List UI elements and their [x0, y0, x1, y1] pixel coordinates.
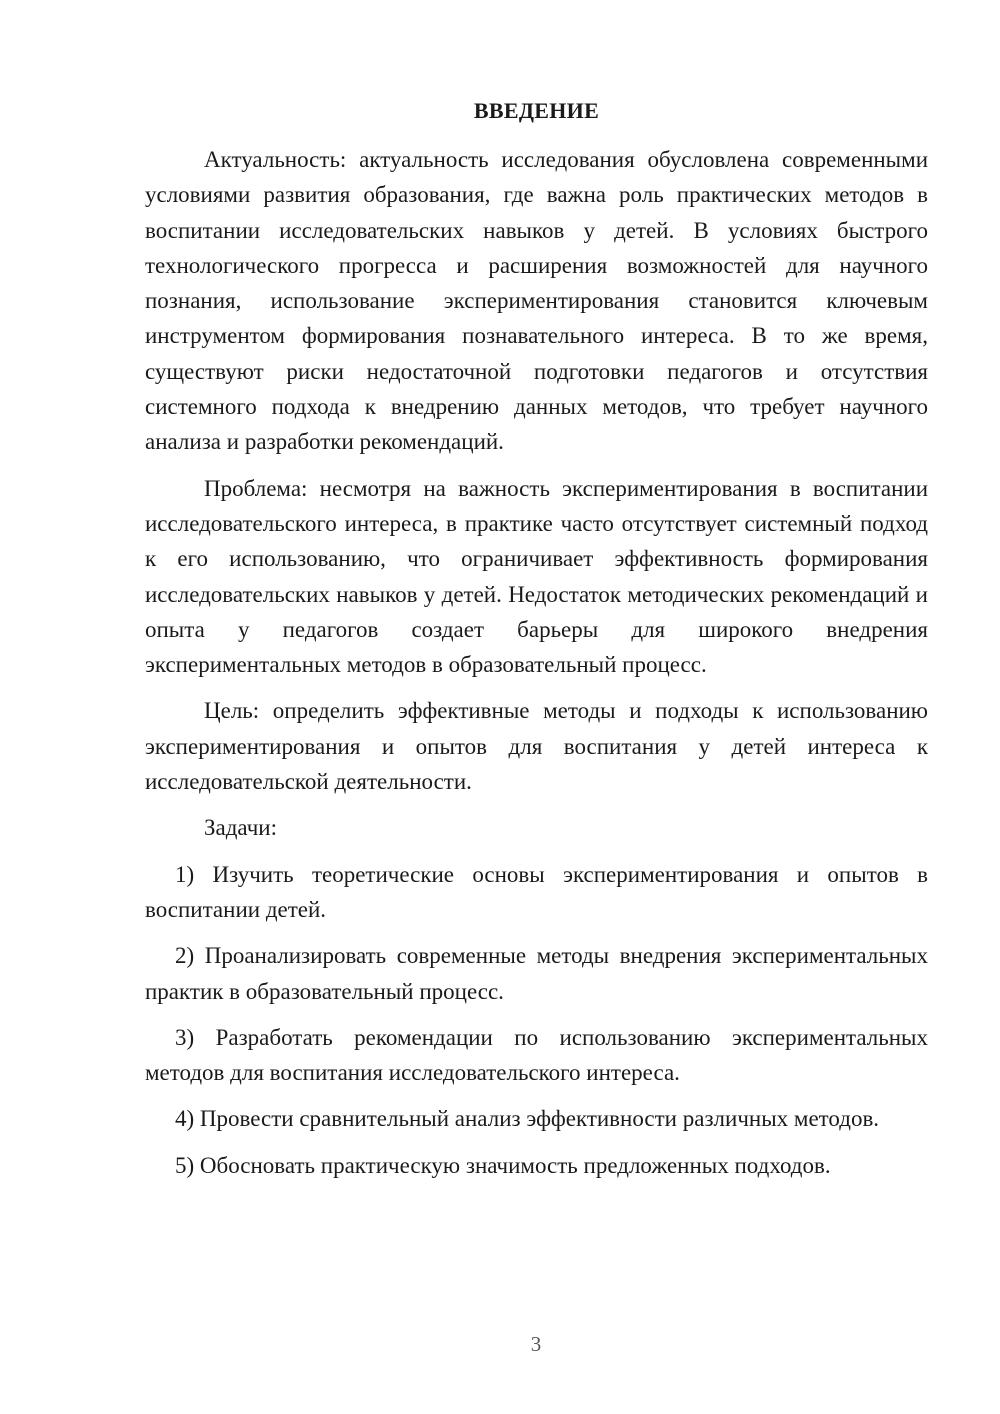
page-number: 3: [530, 1332, 542, 1356]
paragraph-goal: Цель: определить эффективные методы и подходы к использованию экспериментирования и опытов для воспитания у детей интереса к исследовательской деятельности.: [145, 698, 928, 795]
paragraph-relevance: Актуальность: актуальность исследования обусловлена современными условиями развития образования, где важна роль практических методов в воспитании исследовательских навыков у детей. В условиях быстрого технологического прогресса и расширения возможностей для научного познания, использование экспериментирования становится ключевым инструментом формирования познавательного интереса. В то же время, существуют риски недостаточной подготовки педагогов и отсутствия системного подхода к внедрению данных методов, что требует научного анализа и разработки рекомендаций.: [145, 147, 928, 455]
task-item: 4) Провести сравнительный анализ эффективности различных методов.: [175, 1106, 880, 1132]
page-content: [145, 96, 928, 1183]
section-heading: ВВЕДЕНИЕ: [473, 98, 600, 123]
paragraph-problem: Проблема: несмотря на важность экспериментирования в воспитании исследовательского интереса, в практике часто отсутствует системный подход к его использованию, что ограничивает эффективность формирования исследовательских навыков у детей. Недостаток методических рекомендаций и опыта у педагогов создает барьеры для широкого внедрения экспериментальных методов в образовательный процесс.: [145, 475, 928, 678]
tasks-label: Задачи:: [204, 815, 277, 841]
task-item: 2) Проанализировать современные методы внедрения экспериментальных практик в образовательный процесс.: [145, 943, 928, 1004]
task-item: 1) Изучить теоретические основы экспериментирования и опытов в воспитании детей.: [145, 861, 928, 922]
task-item: 5) Обосновать практическую значимость предложенных подходов.: [175, 1152, 831, 1178]
task-item: 3) Разработать рекомендации по использованию экспериментальных методов для воспитания исследовательского интереса.: [145, 1024, 928, 1086]
